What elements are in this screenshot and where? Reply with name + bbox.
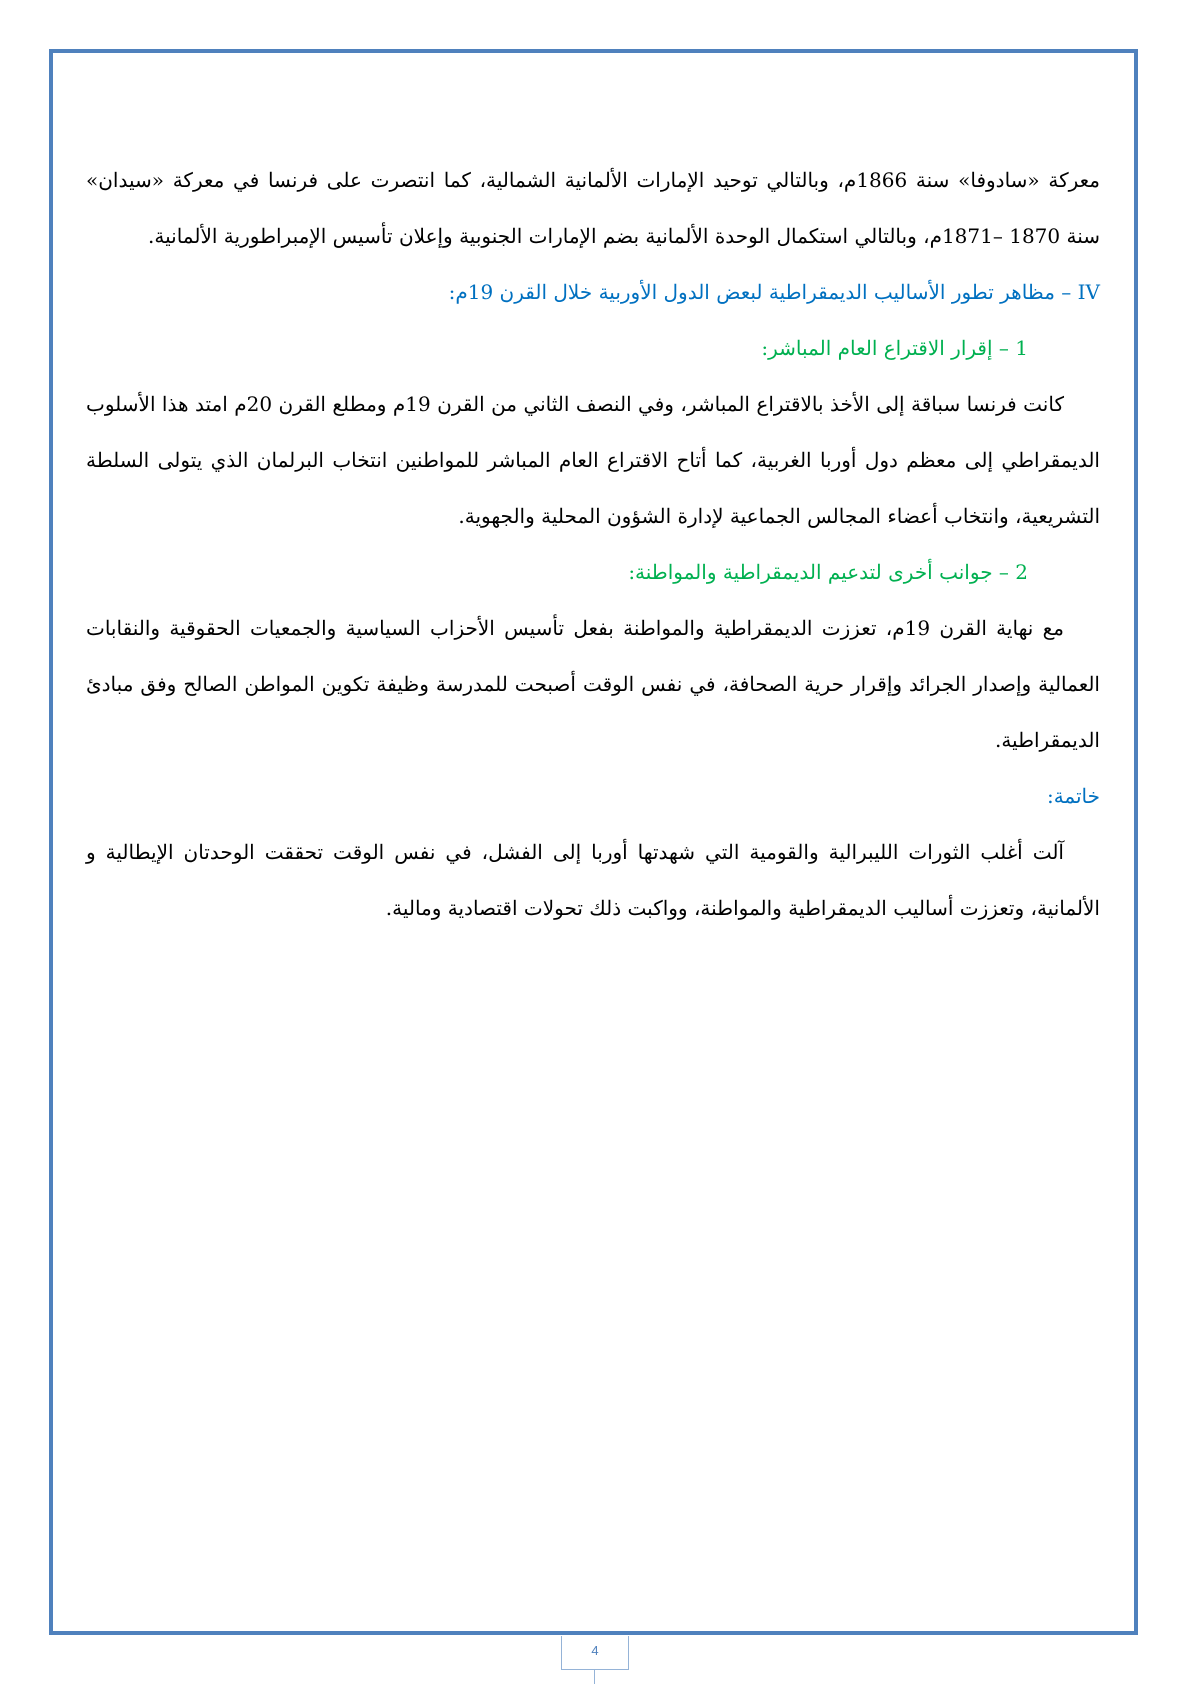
document-body: [86, 152, 1100, 936]
intro-continuation-paragraph: معركة «سادوفا» سنة 1866م، وبالتالي توحيد الإمارات الألمانية الشمالية، كما انتصرت على فرنسا في معركة «سيدان» سنة 1870 –1871م، وبالتالي استكمال الوحدة الألمانية بضم الإمارات الجنوبية وإعلان تأسيس الإمبراطورية الألمانية.: [86, 168, 1100, 248]
conclusion-paragraph: آلت أغلب الثورات الليبرالية والقومية التي شهدتها أوربا إلى الفشل، في نفس الوقت تحققت الوحدتان الإيطالية و الألمانية، وتعززت أساليب الديمقراطية والمواطنة، وواكبت ذلك تحولات اقتصادية ومالية.: [86, 840, 1100, 920]
page-number: 4: [561, 1636, 629, 1670]
subsection-1-paragraph: كانت فرنسا سباقة إلى الأخذ بالاقتراع المباشر، وفي النصف الثاني من القرن 19م ومطلع القرن 20م امتد هذا الأسلوب الديمقراطي إلى معظم دول أوربا الغربية، كما أتاح الاقتراع العام المباشر للمواطنين انتخاب البرلمان الذي يتولى السلطة التشريعية، وانتخاب أعضاء المجالس الجماعية لإدارة الشؤون المحلية والجهوية.: [86, 392, 1100, 528]
conclusion-heading: خاتمة:: [1046, 784, 1100, 808]
page-number-stem: [594, 1670, 595, 1684]
subsection-2-heading: 2 – جوانب أخرى لتدعيم الديمقراطية والمواطنة:: [628, 560, 1028, 584]
subsection-1-heading: 1 – إقرار الاقتراع العام المباشر:: [761, 336, 1028, 360]
section-iv-heading: IV – مظاهر تطور الأساليب الديمقراطية لبعض الدول الأوربية خلال القرن 19م:: [448, 280, 1100, 304]
subsection-2-paragraph: مع نهاية القرن 19م، تعززت الديمقراطية والمواطنة بفعل تأسيس الأحزاب السياسية والجمعيات الحقوقية والنقابات العمالية وإصدار الجرائد وإقرار حرية الصحافة، في نفس الوقت أصبحت للمدرسة وظيفة تكوين المواطن الصالح وفق مبادئ الديمقراطية.: [86, 616, 1100, 752]
